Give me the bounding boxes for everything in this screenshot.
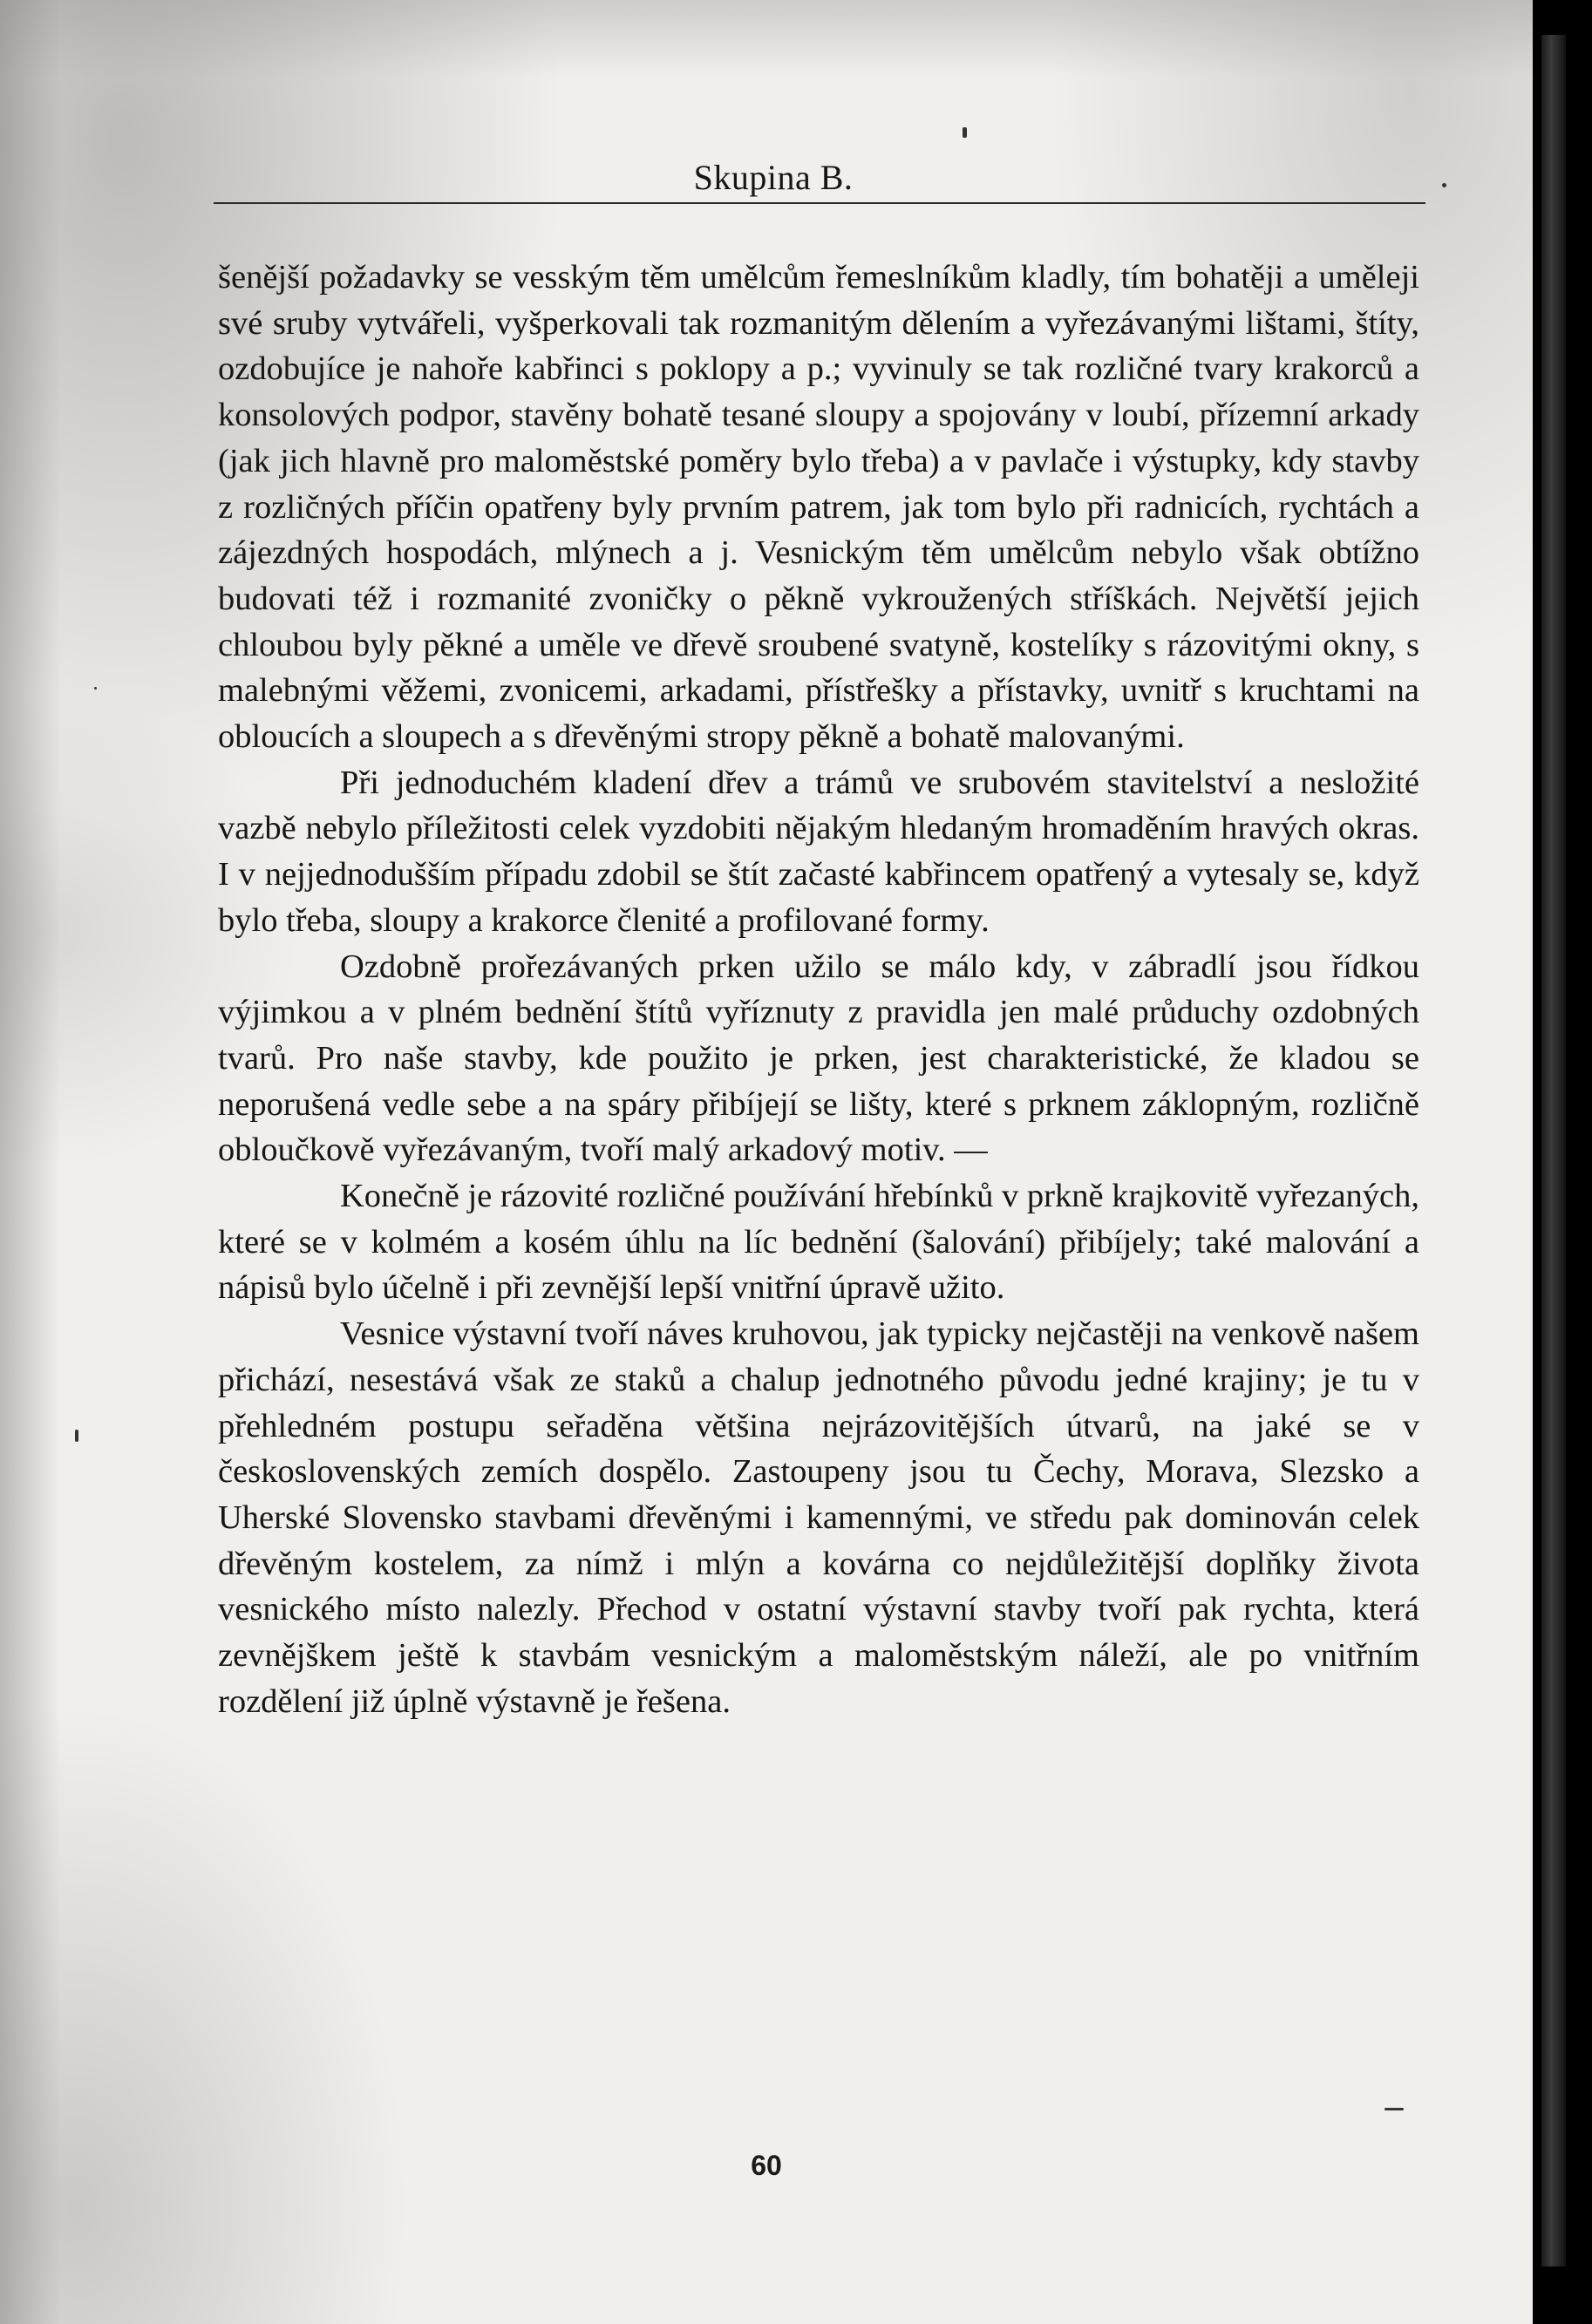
paragraph-2: Při jednoduchém kladení dřev a trámů ve srubovém stavitelství a nesložité vazbě nebylo příležitosti celek vyzdobiti nějakým hledaným hromaděním hravých okras. I v nejjednodušším případu zdobil se štít začasté kabřincem opatřený a vytesaly se, když bylo třeba, sloupy a krakorce členité a profilované formy. (218, 764, 1419, 939)
body-text (218, 255, 1419, 1725)
scan-speck (1442, 183, 1446, 187)
page-number: 60 (751, 2150, 782, 2181)
page-shadow-left (0, 0, 61, 2324)
paragraph-4: Konečně je rázovité rozličné používání hřebínků v prkně krajkovitě vyřezaných, které se v kolmém a kosém úhlu na líc bednění (šalování) přibíjely; také malování a nápisů bylo účelně i při zevnější lepší vnitřní úpravě užito. (218, 1178, 1419, 1307)
paragraph-3: Ozdobně prořezávaných prken užilo se málo kdy, v zábradlí jsou řídkou výjimkou a v plném bednění štítů vyříznuty z pravidla jen malé průduchy ozdobných tvarů. Pro naše stavby, kde použito je prken, jest charakteristické, že kladou se neporušená vedle sebe a na spáry přibíjejí se lišty, které s prknem záklopným, rozličně obloučkově vyřezávaným, tvoří malý arkadový motiv. — (218, 948, 1419, 1169)
scan-speck (1384, 2108, 1404, 2110)
paragraph-1: šenější požadavky se vesským těm umělcům řemeslníkům kladly, tím bohatěji a uměleji své sruby vytvářeli, vyšperkovali tak rozmanitým dělením a vyřezávanými lištami, štíty, ozdobujíce je nahoře kabřinci s poklopy a p.; vyvinuly se tak rozličné tvary krakorců a konsolových podpor, stavěny bohatě tesané sloupy a spojovány v loubí, přízemní arkady (jak jich hlavně pro maloměstské poměry bylo třeba) a v pavlače i výstupky, kdy stavby z rozličných příčin opatřeny byly prvním patrem, jak tom bylo při radnicích, rychtách a zájezdných hospodách, mlýnech a j. Vesnickým těm umělcům nebylo však obtížno budovati též i rozmanité zvoničky o pěkně vykroužených stříškách. Největší jejich chloubou byly pěkné a uměle ve dřevě sroubené svatyně, kostelíky s rázovitými okny, s malebnými věžemi, zvonicemi, arkadami, přístřešky a přístavky, uvnitř s kruchtami na obloucích a sloupech a s dřevěnými stropy pěkně a bohatě malovanými. (218, 259, 1419, 756)
running-header-title: Skupina B. (693, 158, 854, 197)
page-shadow-top (0, 0, 1533, 78)
scan-speck (963, 127, 967, 138)
scan-speck (94, 687, 97, 690)
running-header (0, 157, 1533, 198)
scan-speck (75, 1430, 78, 1442)
header-rule (214, 202, 1425, 204)
adjacent-page-edge (1541, 35, 1566, 2266)
paragraph-5: Vesnice výstavní tvoří náves kruhovou, jak typicky nejčastěji na venkově našem přichází, nesestává však ze staků a chalup jednotného původu jedné krajiny; je tu v přehledném postupu seřaděna většina nejrázovitějších útvarů, na jaké se v československých zemích dospělo. Zastoupeny jsou tu Čechy, Morava, Slezsko a Uherské Slovensko stavbami dřevěnými i kamennými, ve středu pak dominován celek dřevěným kostelem, za nímž i mlýn a kovárna co nejdůležitější doplňky života vesnického místo nalezly. Přechod v ostatní výstavní stavby tvoří pak rychta, která zevnějškem ještě k stavbám vesnickým a maloměstským náleží, ale po vnitřním rozdělení již úplně výstavně je řešena. (218, 1315, 1419, 1720)
